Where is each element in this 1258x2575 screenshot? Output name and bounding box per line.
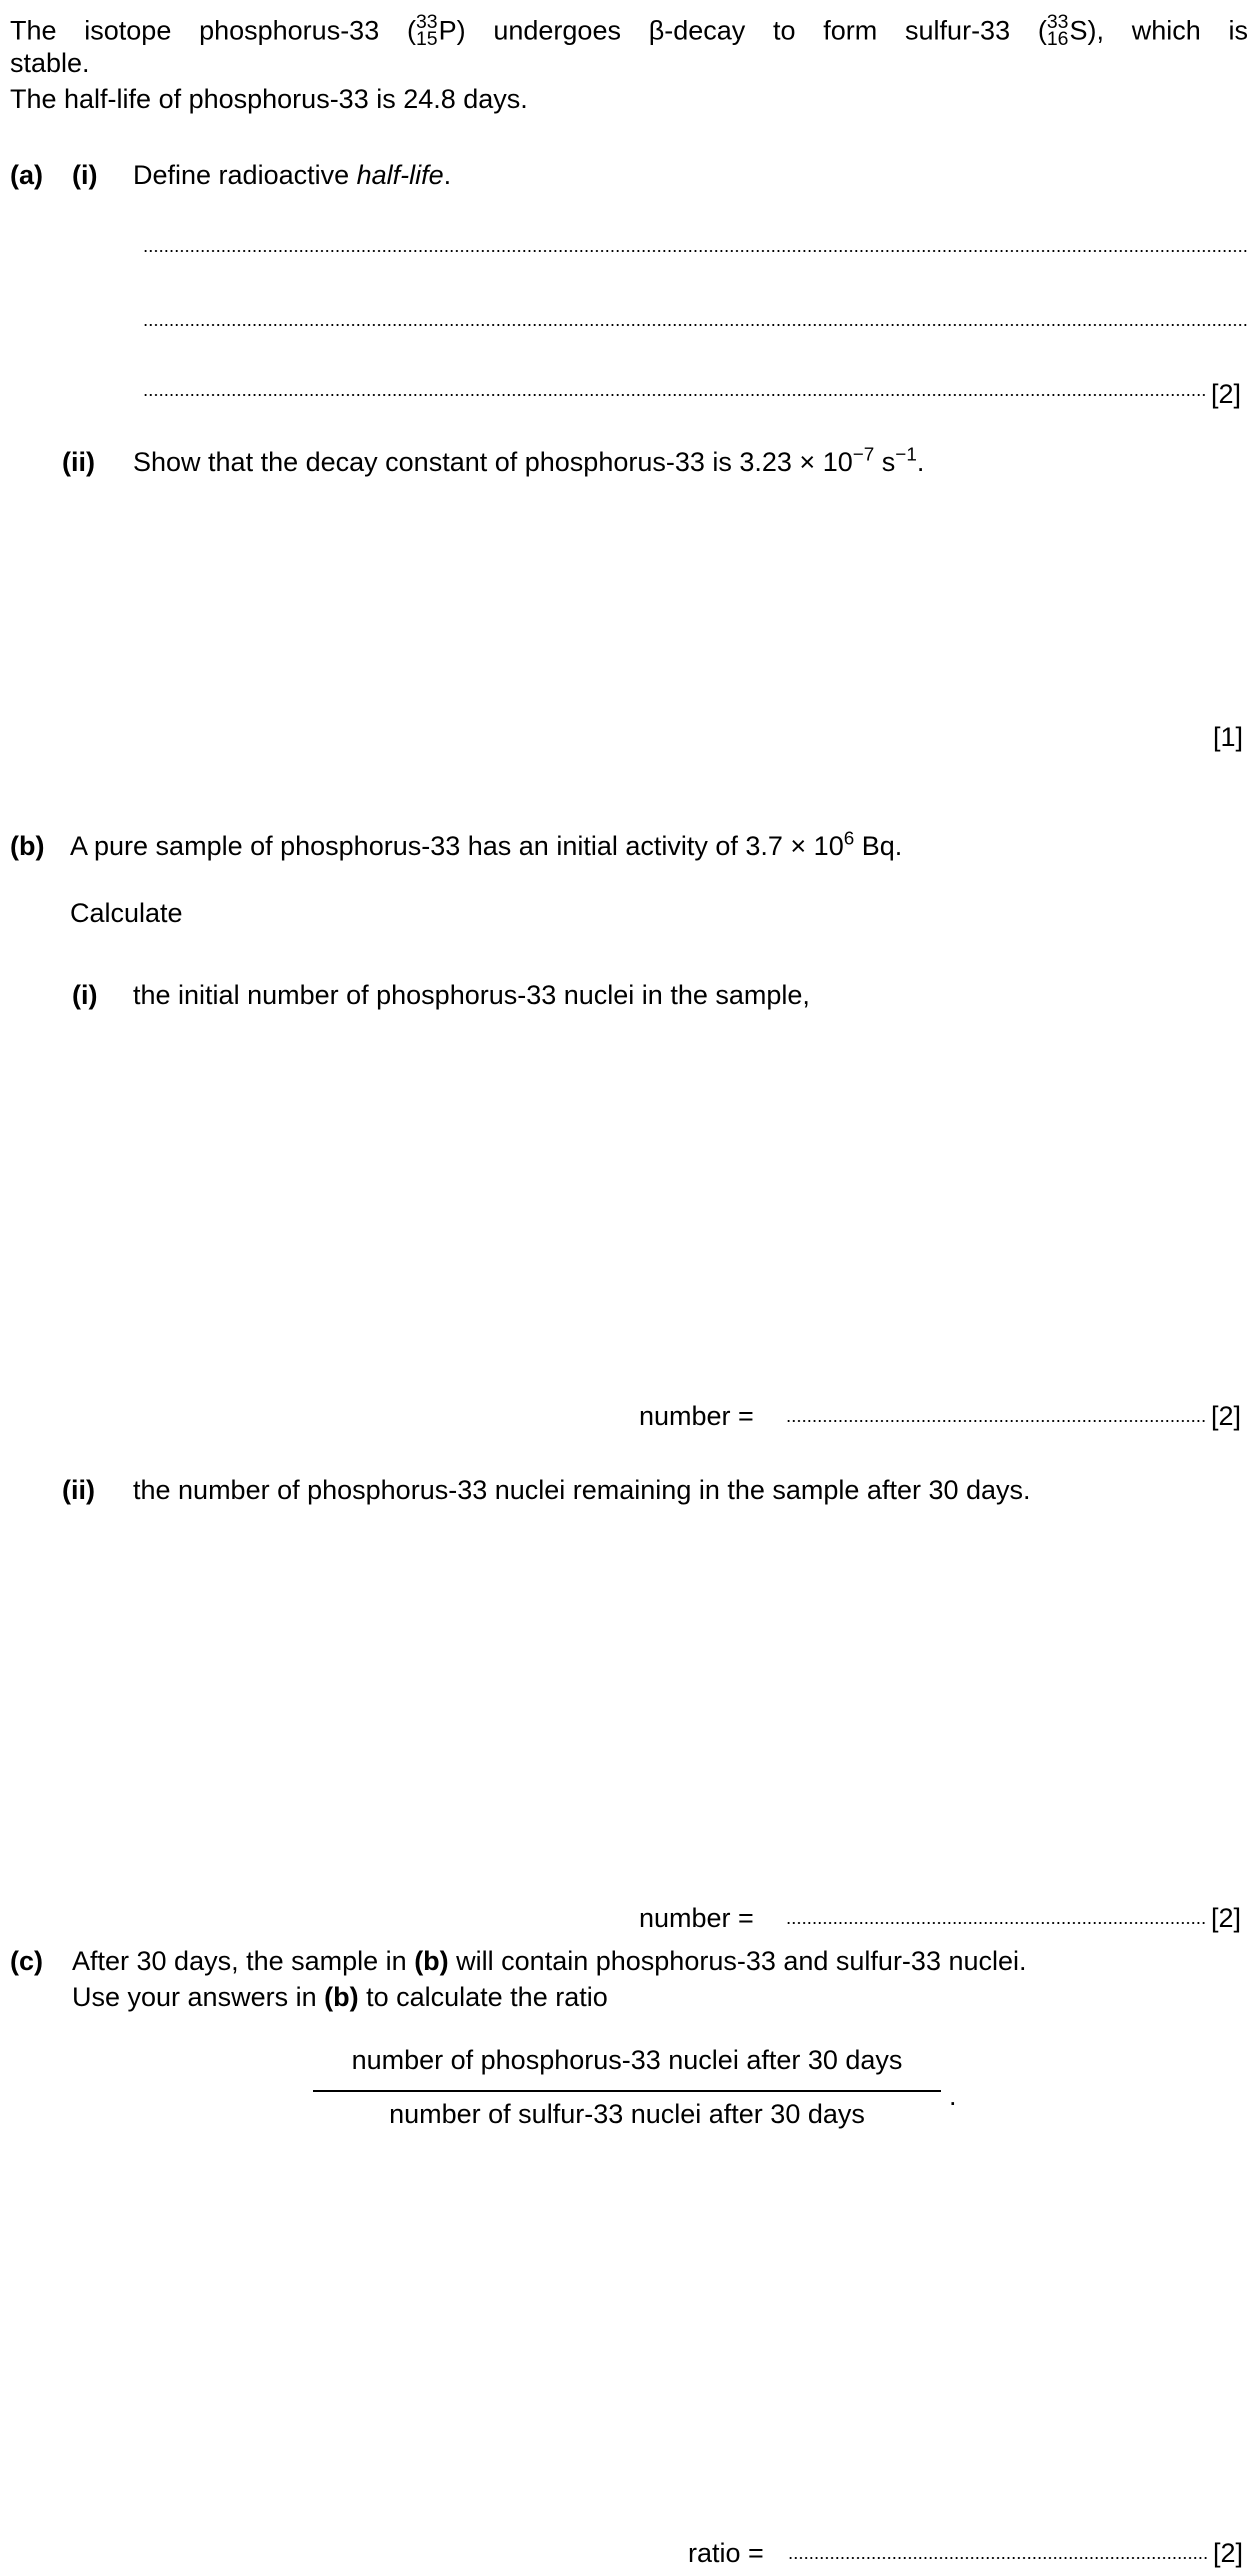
answer-line[interactable] (786, 1420, 1207, 1422)
calculate-instruction: Calculate (70, 898, 183, 928)
part-c-line-1: After 30 days, the sample in (b) will contain phosphorus-33 and sulfur-33 nuclei. (72, 1946, 1027, 1976)
fraction-end: . (949, 2081, 957, 2111)
mark-allocation: [1] (1213, 722, 1244, 752)
part-b-i-label: (i) (72, 980, 98, 1010)
answer-line[interactable] (143, 250, 1247, 252)
part-b-stem: A pure sample of phosphorus-33 has an initial activity of $3.7 \times 10^6$ Bq. (70, 828, 903, 861)
phosphorus-nuclide: 33 15 (415, 11, 438, 50)
fraction-numerator: number of phosphorus-33 nuclei after 30 days (351, 2045, 903, 2075)
mark-allocation: [2] (1211, 1401, 1242, 1431)
answer-line[interactable] (143, 324, 1247, 326)
part-b-label: (b) (10, 831, 45, 861)
part-a-label: (a) (10, 160, 43, 190)
fraction-denominator: number of sulfur-33 nuclei after 30 days (389, 2099, 865, 2129)
answer-line[interactable] (786, 1922, 1207, 1924)
part-a-i-label: (i) (72, 160, 98, 190)
part-b-ii-question: the number of phosphorus-33 nuclei remaining in the sample after 30 days. (133, 1475, 1031, 1505)
part-b-i-question: the initial number of phosphorus-33 nuclei in the sample, (133, 980, 810, 1010)
part-a-i-question: Define radioactive half-life. (133, 160, 452, 190)
intro-line-3: The half-life of phosphorus-33 is 24.8 days. (10, 84, 528, 114)
answer-label: number = (639, 1903, 754, 1933)
sulfur-nuclide: 33 16 (1046, 11, 1069, 50)
fraction-bar (313, 2090, 941, 2092)
mark-allocation: [2] (1211, 379, 1242, 409)
mark-allocation: [2] (1213, 2538, 1244, 2568)
mark-allocation: [2] (1211, 1903, 1242, 1933)
part-a-ii-label: (ii) (62, 447, 95, 477)
part-b-ii-label: (ii) (62, 1475, 95, 1505)
part-c-line-2: Use your answers in (b) to calculate the ratio (72, 1982, 608, 2012)
part-c-label: (c) (10, 1946, 43, 1976)
answer-label: number = (639, 1401, 754, 1431)
part-a-ii-question: Show that the decay constant of phosphorus-33 is $3.23 \times 10^{-7}$ $s^{-1}$. (133, 444, 925, 477)
answer-label: ratio = (688, 2538, 764, 2568)
intro-line-2: stable. (10, 48, 90, 78)
intro-line-1: The isotope phosphorus-33 ( 33 15 P) undergoes β-decay to form sulfur-33 ( 33 16 S), which is (10, 11, 1249, 50)
answer-line[interactable] (788, 2557, 1208, 2559)
answer-line[interactable] (143, 394, 1207, 396)
